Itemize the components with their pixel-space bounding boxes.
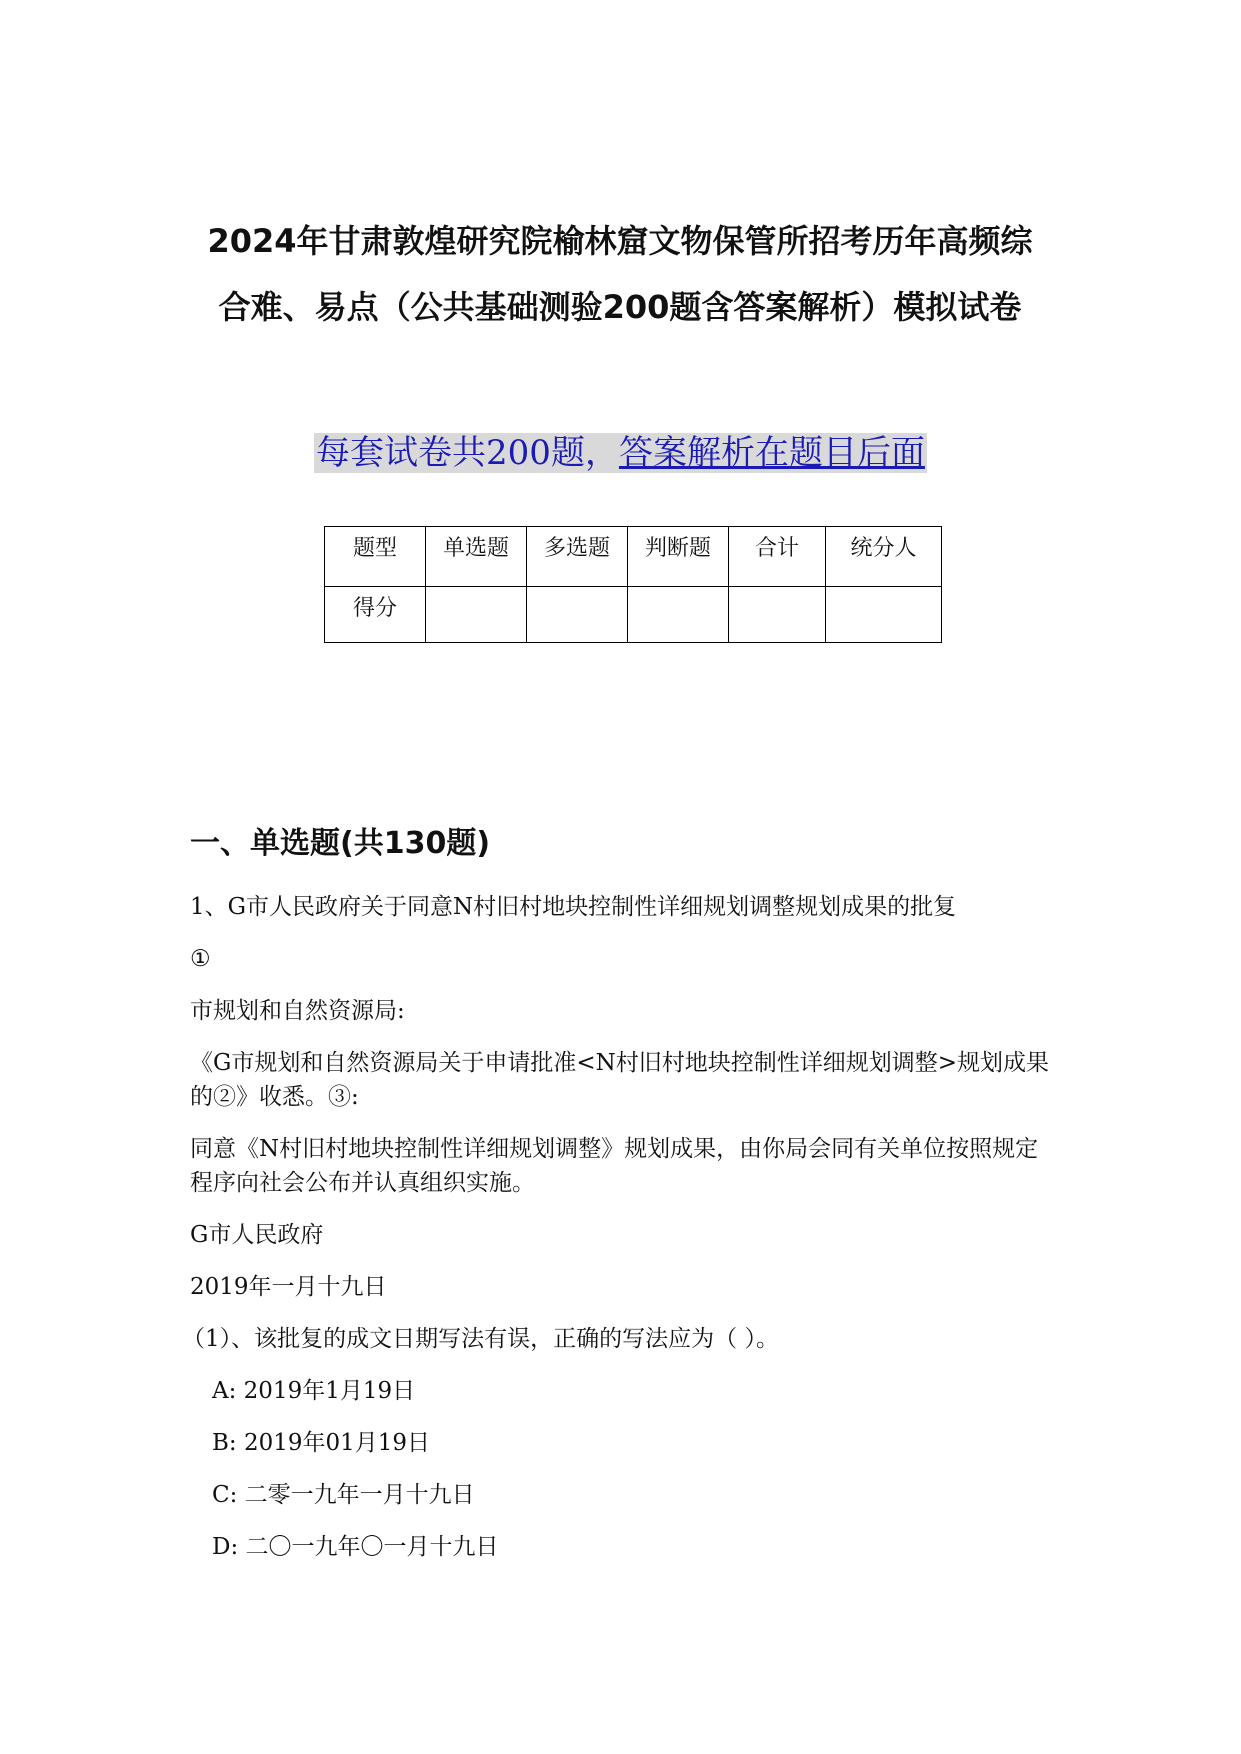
answers-link[interactable]: 答案解析在题目后面 <box>618 433 925 473</box>
header-cell-type: 题型 <box>325 527 426 587</box>
header-cell-scorer: 统分人 <box>826 527 942 587</box>
score-cell-single[interactable] <box>426 587 527 643</box>
option-a-text: 2019年1月19日 <box>243 1378 416 1404</box>
row-label-score: 得分 <box>325 587 426 643</box>
score-cell-multi[interactable] <box>527 587 628 643</box>
option-d[interactable] <box>212 1530 499 1564</box>
score-table <box>324 526 942 643</box>
signature: G市人民政府 <box>190 1222 324 1248</box>
subtitle-highlight <box>314 433 927 473</box>
header-cell-single: 单选题 <box>426 527 527 587</box>
document-title <box>150 208 1090 340</box>
header-cell-judge: 判断题 <box>628 527 729 587</box>
option-d-label: D: <box>212 1534 239 1560</box>
option-c-text: 二零一九年一月十九日 <box>244 1482 475 1508</box>
option-b[interactable] <box>212 1426 430 1460</box>
option-d-text: 二〇一九年〇一月十九日 <box>245 1534 499 1560</box>
score-table-header-row <box>325 527 942 587</box>
subtitle-text: 每套试卷共200题， <box>316 433 619 473</box>
header-cell-multi: 多选题 <box>527 527 628 587</box>
date: 2019年一月十九日 <box>190 1274 387 1300</box>
body-paragraph-2: 同意《N村旧村地块控制性详细规划调整》规划成果，由你局会同有关单位按照规定程序向社会公布并认真组织实施。 <box>190 1136 1039 1196</box>
score-cell-judge[interactable] <box>628 587 729 643</box>
option-b-label: B: <box>212 1430 237 1456</box>
score-table-score-row <box>325 587 942 643</box>
option-a[interactable] <box>212 1374 415 1408</box>
option-c-label: C: <box>212 1482 238 1508</box>
option-c[interactable] <box>212 1478 475 1512</box>
option-b-text: 2019年01月19日 <box>243 1430 431 1456</box>
option-a-label: A: <box>212 1378 237 1404</box>
addressee: 市规划和自然资源局: <box>190 998 405 1024</box>
question-1-title: 1、G市人民政府关于同意N村旧村地块控制性详细规划调整规划成果的批复 <box>190 894 957 920</box>
header-cell-total: 合计 <box>729 527 826 587</box>
sub-question: （1）、该批复的成文日期写法有误，正确的写法应为（ ）。 <box>182 1326 779 1352</box>
score-cell-scorer[interactable] <box>826 587 942 643</box>
blank-marker-1: ① <box>190 946 211 972</box>
section-heading: 一、单选题(共130题) <box>190 826 491 861</box>
subtitle <box>0 428 1241 478</box>
title-line-1: 2024年甘肃敦煌研究院榆林窟文物保管所招考历年高频综 <box>207 222 1033 260</box>
title-line-2: 合难、易点（公共基础测验200题含答案解析）模拟试卷 <box>218 288 1022 326</box>
score-cell-total[interactable] <box>729 587 826 643</box>
body-paragraph-1: 《G市规划和自然资源局关于申请批准<N村旧村地块控制性详细规划调整>规划成果的②》收悉。③: <box>190 1050 1050 1110</box>
